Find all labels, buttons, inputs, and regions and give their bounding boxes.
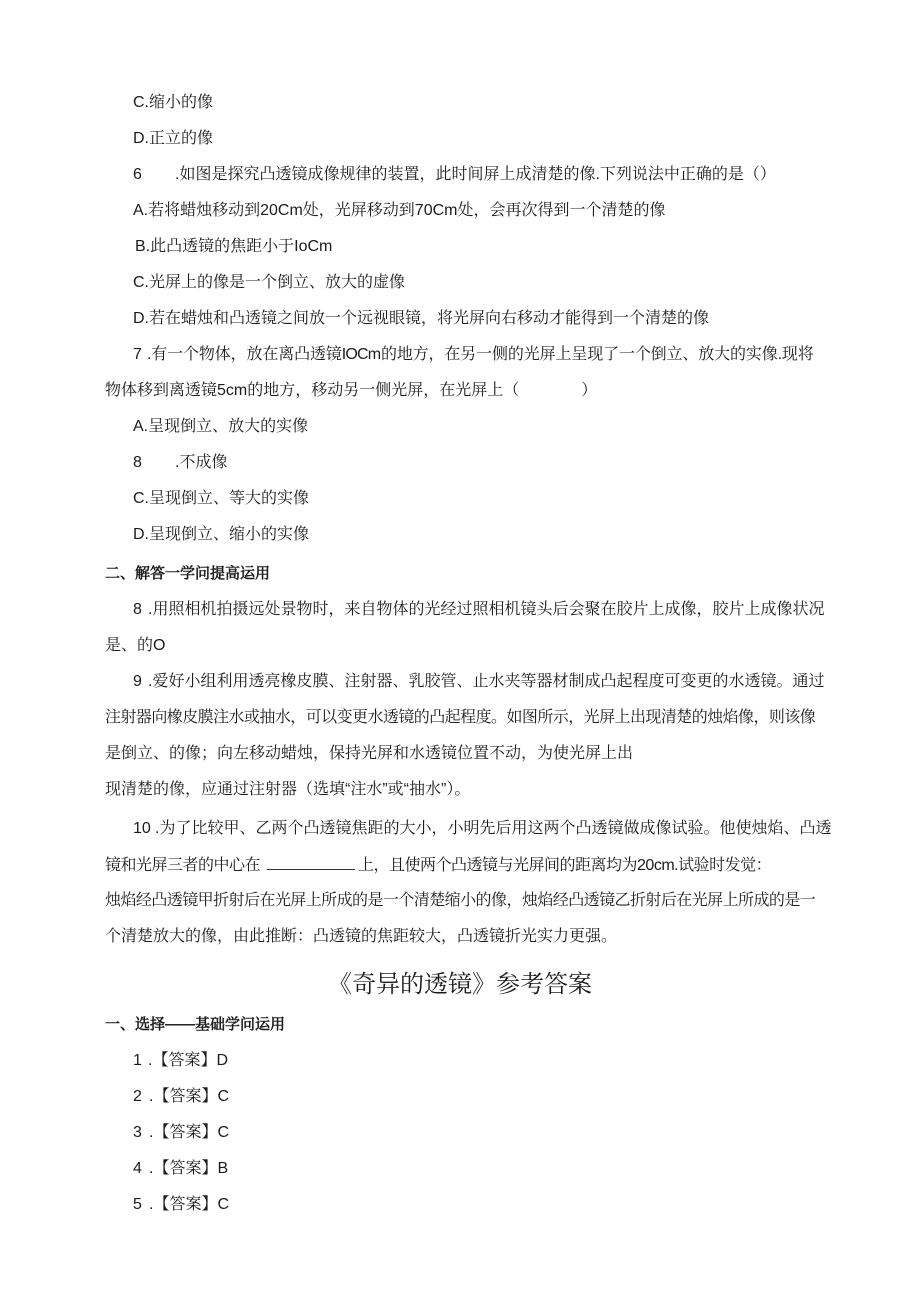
- q7-stem-line1: .有一个物体，放在离凸透镜IOCm的地方，在另一侧的光屏上呈现了一个倒立、放大的实像.现将: [147, 346, 813, 363]
- q6-option-c: C.光屏上的像是一个倒立、放大的虚像: [133, 274, 406, 291]
- q9-number: 9: [133, 673, 142, 690]
- answer-section-heading: 一、选择——基础学问运用: [105, 1016, 286, 1033]
- q7-number: 7: [133, 346, 142, 363]
- q7-stem-line2-text: 物体移到离透镜5cm的地方，移动另一侧光屏，在光屏上（: [105, 382, 520, 399]
- answer-text: .【答案】D: [148, 1052, 229, 1069]
- q7-option-b-number: 8: [133, 454, 142, 471]
- q8-line2: 是、的O: [105, 637, 166, 654]
- q6-option-d: D.若在蜡烛和凸透镜之间放一个远视眼镜，将光屏向右移动才能得到一个清楚的像: [133, 310, 710, 327]
- q7-option-d: D.呈现倒立、缩小的实像: [133, 526, 310, 543]
- q10-line2-after-blank: 上，且使两个凸透镜与光屏间的距离均为20cm.试验时发觉：: [358, 857, 772, 874]
- q5-option-d: D.正立的像: [133, 130, 214, 147]
- answer-number: 4: [133, 1160, 142, 1177]
- q10-line4: 个清楚放大的像，由此推断：凸透镜的焦距较大，凸透镜折光实力更强。: [105, 928, 618, 945]
- answer-number: 2: [133, 1088, 142, 1105]
- answer-text: .【答案】C: [149, 1088, 230, 1105]
- answer-number: 1: [133, 1052, 142, 1069]
- answer-text: .【答案】C: [149, 1124, 230, 1141]
- q7-option-a: A.呈现倒立、放大的实像: [133, 418, 309, 435]
- q7-option-b-text: .不成像: [175, 454, 228, 471]
- q10-line2-before-blank: 镜和光屏三者的中心在: [105, 857, 261, 874]
- answer-text: .【答案】C: [149, 1196, 230, 1213]
- q7-option-c: C.呈现倒立、等大的实像: [133, 490, 310, 507]
- section2-heading: 二、解答一学问提高运用: [105, 565, 271, 582]
- q10-line3: 烛焰经凸透镜甲折射后在光屏上所成的是一个清楚缩小的像，烛焰经凸透镜乙折射后在光屏上所成的是一: [105, 892, 815, 909]
- q7-stem-line2: [105, 380, 597, 402]
- q9-line2: 注射器向橡皮膜注水或抽水，可以变更水透镜的凸起程度。如图所示，光屏上出现清楚的烛焰像，则该像: [105, 709, 815, 726]
- q10-line1: .为了比较甲、乙两个凸透镜焦距的大小，小明先后用这两个凸透镜做成像试验。他使烛焰、凸透: [155, 820, 832, 837]
- q6-option-b: B.此凸透镜的焦距小于IoCm: [135, 238, 333, 255]
- q6-number: 6: [133, 166, 142, 183]
- answer-number: 3: [133, 1124, 142, 1141]
- q6-stem: .如图是探究凸透镜成像规律的装置，此时间屏上成清楚的像.下列说法中正确的是（）: [175, 166, 776, 183]
- answer-number: 5: [133, 1196, 142, 1213]
- fill-in-blank: [267, 854, 355, 870]
- q8-line1: .用照相机拍摄远处景物时，来自物体的光经过照相机镜头后会聚在胶片上成像，胶片上成像状况: [148, 601, 825, 618]
- q6-option-a: A.若将蜡烛移动到20Cm处，光屏移动到70Cm处，会再次得到一个清楚的像: [133, 202, 666, 219]
- q9-line4: 现清楚的像，应通过注射器（选填“注水”或“抽水”）。: [105, 781, 471, 798]
- q7-paren-close: ）: [581, 382, 598, 399]
- answer-key-title: 《奇异的透镜》参考答案: [328, 971, 592, 998]
- q10-line2: [105, 854, 771, 876]
- answer-text: .【答案】B: [149, 1160, 229, 1177]
- q8-number: 8: [133, 601, 142, 618]
- q9-line1: .爱好小组利用透亮橡皮膜、注射器、乳胶管、止水夹等器材制成凸起程度可变更的水透镜。通过: [148, 673, 825, 690]
- q10-number: 10: [133, 820, 151, 837]
- q5-option-c: C.缩小的像: [133, 94, 214, 111]
- q9-line3: 是倒立、的像；向左移动蜡烛，保持光屏和水透镜位置不动，为使光屏上出: [105, 745, 634, 762]
